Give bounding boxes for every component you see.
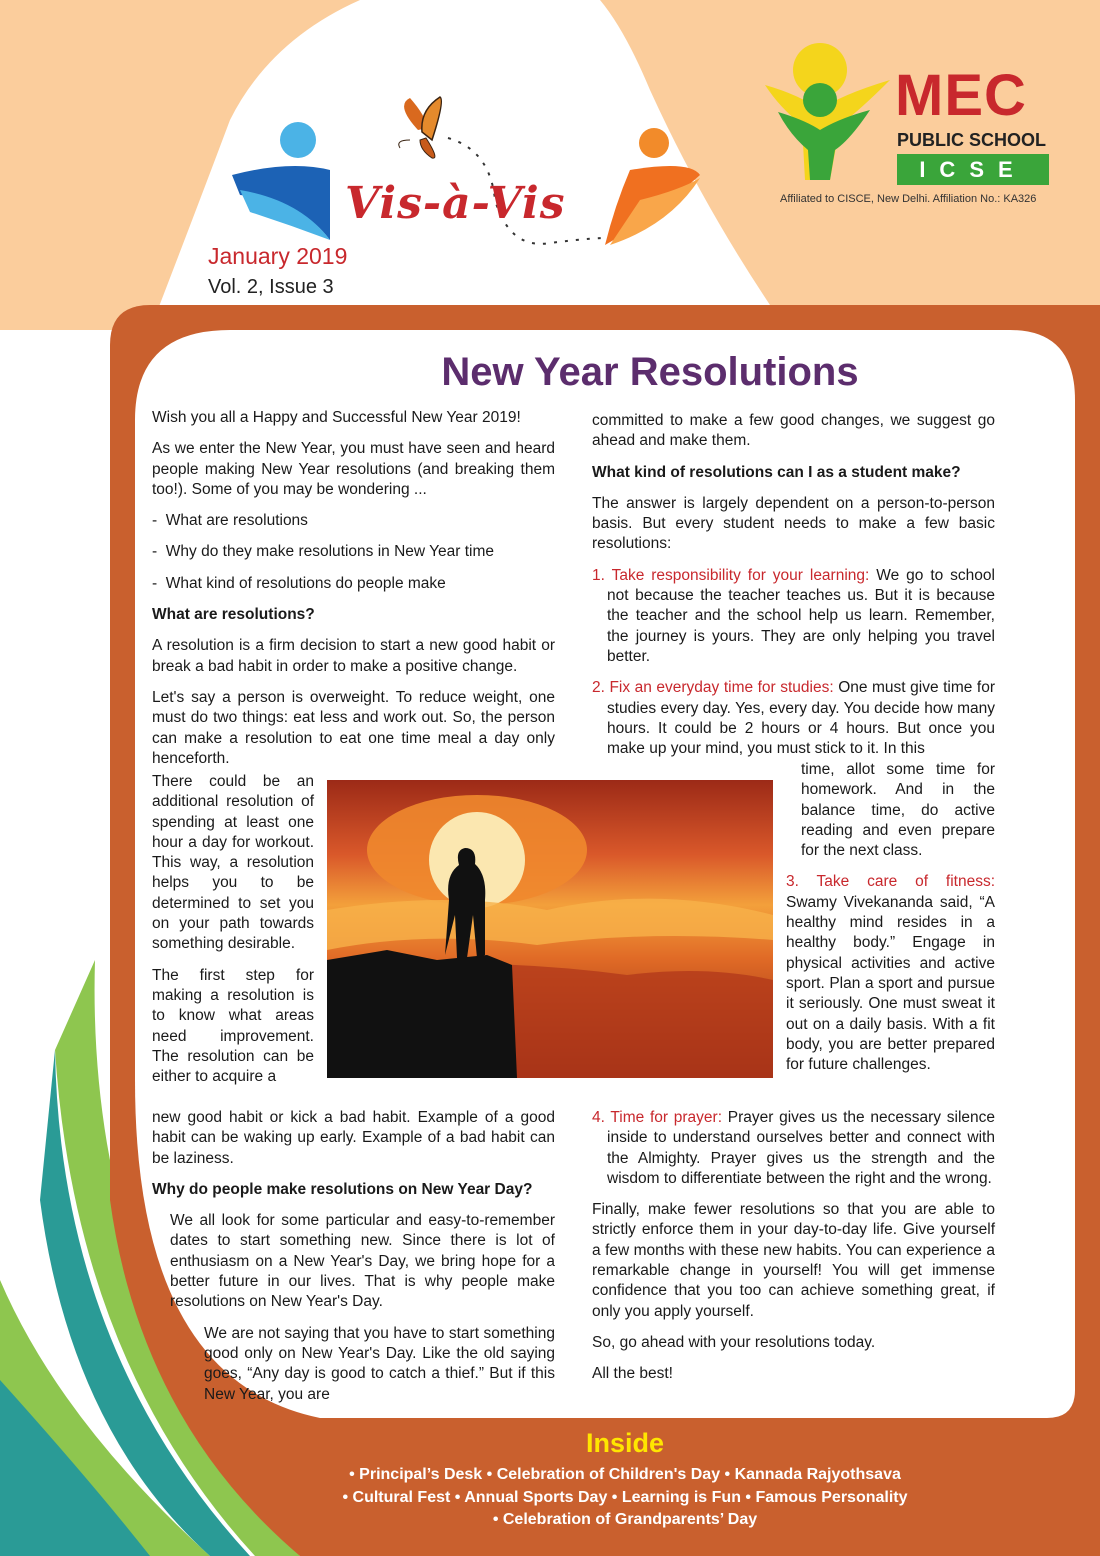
first-step-continued: new good habit or kick a bad habit. Example of a good habit can be waking up early. Example of a bad habit can be laziness.: [152, 1109, 555, 1167]
volume-issue: Vol. 2, Issue 3: [208, 276, 334, 298]
blue-figure-icon: [232, 122, 330, 240]
not-saying-paragraph: We are not saying that you have to start something good only on New Year's Day. Like the old saying goes, “Any day is good to catch a thief.” But if this New Year, you are: [204, 1324, 555, 1403]
resolution-item-2: 2. Fix an everyday time for studies: One must give time for studies every day. Yes, every day. You decide how many hours. It could be 2 hours or 4 hours. But once you make up your mind, you must stick to it. In this: [592, 679, 995, 758]
answer-paragraph: The answer is largely dependent on a person-to-person basis. But every student needs to make a few basic resolutions:: [592, 494, 995, 553]
example-paragraph: Let's say a person is overweight. To reduce weight, one must do two things: eat less and work out. So, the person can make a resolution to eat one time meal a day only henceforth.: [152, 688, 555, 767]
inside-line-1: • Principal’s Desk • Celebration of Children's Day • Kannada Rajyothsava: [349, 1466, 901, 1483]
peach-shape-right: [600, 0, 1100, 305]
butterfly-icon: [399, 97, 442, 158]
board-badge: ICSE: [897, 154, 1049, 185]
right-column-bottom: [592, 1108, 995, 1396]
right-column-top: [592, 411, 995, 759]
list-item: - What kind of resolutions do people make: [152, 574, 446, 592]
first-step-paragraph: The first step for making a resolution is to know what areas need improvement. The resolution can be either to acquire a: [152, 966, 314, 1086]
left-column-bottom: [152, 1108, 555, 1416]
resolution-item-4: 4. Time for prayer: Prayer gives us the necessary silence inside to understand ourselves better and connect with the Almighty. Prayer gives us the strength and the wisdom to differentiate between the right and the wrong.: [592, 1109, 995, 1187]
right-column-narrow: [786, 760, 995, 1086]
sunset-silhouette-image: [327, 780, 773, 1078]
continued-paragraph: committed to make a few good changes, we suggest go ahead and make them.: [592, 412, 995, 450]
finally-paragraph: Finally, make fewer resolutions so that you are able to strictly enforce them in your day-to-day life. Give yourself a few months with these new habits. You can experience a remarkable change in yourself! You will get immense confidence that you too can achieve something great, if only you apply yourself.: [592, 1201, 995, 1320]
inside-title: Inside: [585, 1428, 665, 1458]
school-name: MEC: [895, 63, 1027, 128]
left-column-top: [152, 408, 555, 769]
section-heading: What kind of resolutions can I as a student make?: [592, 463, 961, 481]
intro-paragraph: As we enter the New Year, you must have seen and heard people making New Year resolutions (and breaking them too!). Some of you may be wondering ...: [152, 440, 555, 498]
inside-line-3: • Celebration of Grandparents’ Day: [492, 1511, 758, 1528]
article-title: New Year Resolutions: [441, 350, 859, 394]
list-item: - What are resolutions: [152, 512, 308, 530]
resolution-item-1: 1. Take responsibility for your learning: We go to school not because the teacher teaches us. But it is because the teacher and the school help us learn. Remember, the journey is yours. They are only helping you travel better.: [592, 566, 995, 665]
additional-paragraph: There could be an additional resolution of spending at least one hour a day for workout. This way, a resolution helps you to be determined to set you on your path towards something desirable.: [152, 773, 314, 953]
left-column-narrow: [152, 772, 314, 1087]
resolution-item-3: 3. Take care of fitness: Swamy Vivekananda said, “A healthy mind resides in a healthy body.” Engage in physical activities and active sport. Plan a sport and pursue it seriously. One must sweat it out on a daily basis. With a fit body, you are better prepared for future challenges.: [786, 873, 995, 1074]
inside-line-2: • Cultural Fest • Annual Sports Day • Learning is Fun • Famous Personality: [342, 1489, 908, 1506]
list-item: - Why do they make resolutions in New Year time: [152, 543, 495, 561]
affiliation-text: Affiliated to CISCE, New Delhi. Affiliation No.: KA326: [780, 193, 1037, 205]
resolution-item-2-continued: time, allot some time for homework. And in the balance time, do active reading and even prepare for the next class.: [801, 761, 995, 860]
section-heading: What are resolutions?: [152, 606, 315, 624]
issue-date: January 2019: [208, 243, 348, 269]
section-heading: Why do people make resolutions on New Year Day?: [152, 1180, 533, 1198]
go-ahead-paragraph: So, go ahead with your resolutions today.: [592, 1333, 876, 1351]
all-the-best: All the best!: [592, 1365, 673, 1383]
newsletter-title: Vis-à-Vis: [345, 178, 566, 229]
greeting: Wish you all a Happy and Successful New Year 2019!: [152, 409, 521, 426]
definition-paragraph: A resolution is a firm decision to start a new good habit or break a bad habit in order to make a positive change.: [152, 637, 555, 675]
why-paragraph: We all look for some particular and easy-to-remember dates to start something new. Since there is lot of enthusiasm on a New Year's Day, we bring hope for a better future in our lives. That is why people make resolutions on New Year's Day.: [170, 1212, 555, 1311]
school-subname: PUBLIC SCHOOL: [897, 130, 1047, 150]
